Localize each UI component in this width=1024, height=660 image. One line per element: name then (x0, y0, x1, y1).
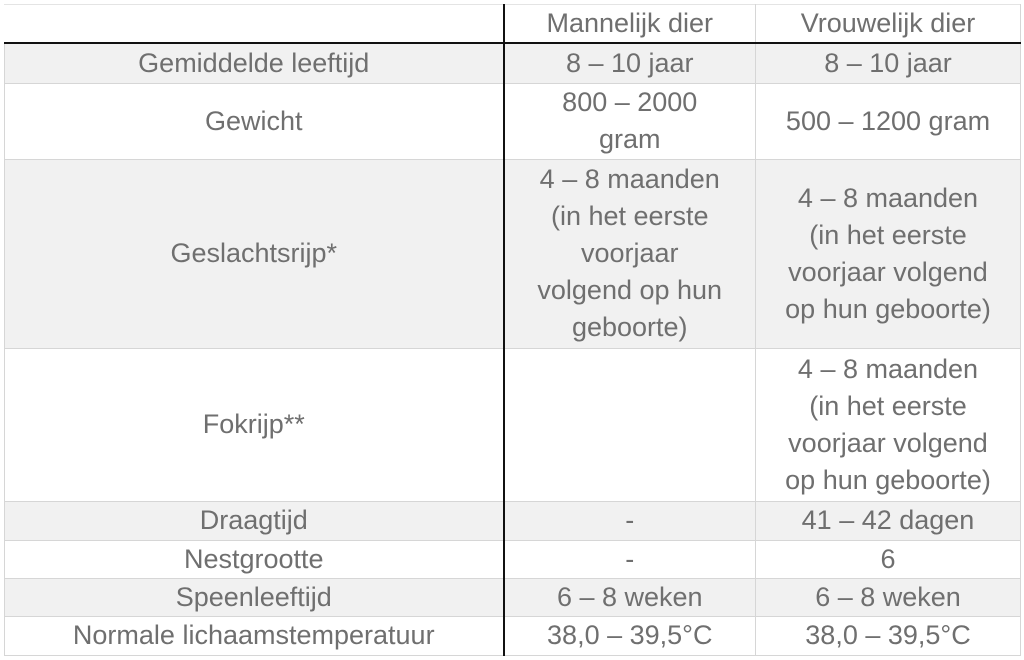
header-empty-cell (5, 5, 504, 44)
table-row (5, 348, 1021, 501)
table-row (5, 501, 1021, 540)
female-value: 38,0 – 39,5°C (756, 616, 1021, 655)
male-value: - (504, 540, 756, 578)
row-label: Normale lichaamstemperatuur (5, 616, 504, 655)
female-value: 6 – 8 weken (756, 578, 1021, 616)
header-male: Mannelijk dier (504, 5, 756, 44)
male-value: 6 – 8 weken (504, 578, 756, 616)
row-label: Draagtijd (5, 501, 504, 540)
row-label: Geslachtsrijp* (5, 159, 504, 348)
male-value: 4 – 8 maanden (in het eerste voorjaar volgend op hun geboorte) (504, 159, 756, 348)
female-value: 4 – 8 maanden (in het eerste voorjaar volgend op hun geboorte) (756, 159, 1021, 348)
header-female: Vrouwelijk dier (756, 5, 1021, 44)
row-label: Speenleeftijd (5, 578, 504, 616)
table-row (5, 83, 1021, 159)
table-row (5, 540, 1021, 578)
male-value: 800 – 2000 gram (504, 83, 756, 159)
female-value: 6 (756, 540, 1021, 578)
table-row (5, 159, 1021, 348)
male-value: 38,0 – 39,5°C (504, 616, 756, 655)
rabbit-facts-table (4, 4, 1021, 656)
female-value: 4 – 8 maanden (in het eerste voorjaar volgend op hun geboorte) (756, 348, 1021, 501)
header-row (5, 5, 1021, 44)
row-label: Fokrijp** (5, 348, 504, 501)
row-label: Nestgrootte (5, 540, 504, 578)
female-value: 41 – 42 dagen (756, 501, 1021, 540)
row-label: Gemiddelde leeftijd (5, 43, 504, 83)
row-label: Gewicht (5, 83, 504, 159)
male-value: - (504, 501, 756, 540)
table-row (5, 578, 1021, 616)
male-value (504, 348, 756, 501)
female-value: 500 – 1200 gram (756, 83, 1021, 159)
female-value: 8 – 10 jaar (756, 43, 1021, 83)
table-row (5, 43, 1021, 83)
table-row (5, 616, 1021, 655)
male-value: 8 – 10 jaar (504, 43, 756, 83)
